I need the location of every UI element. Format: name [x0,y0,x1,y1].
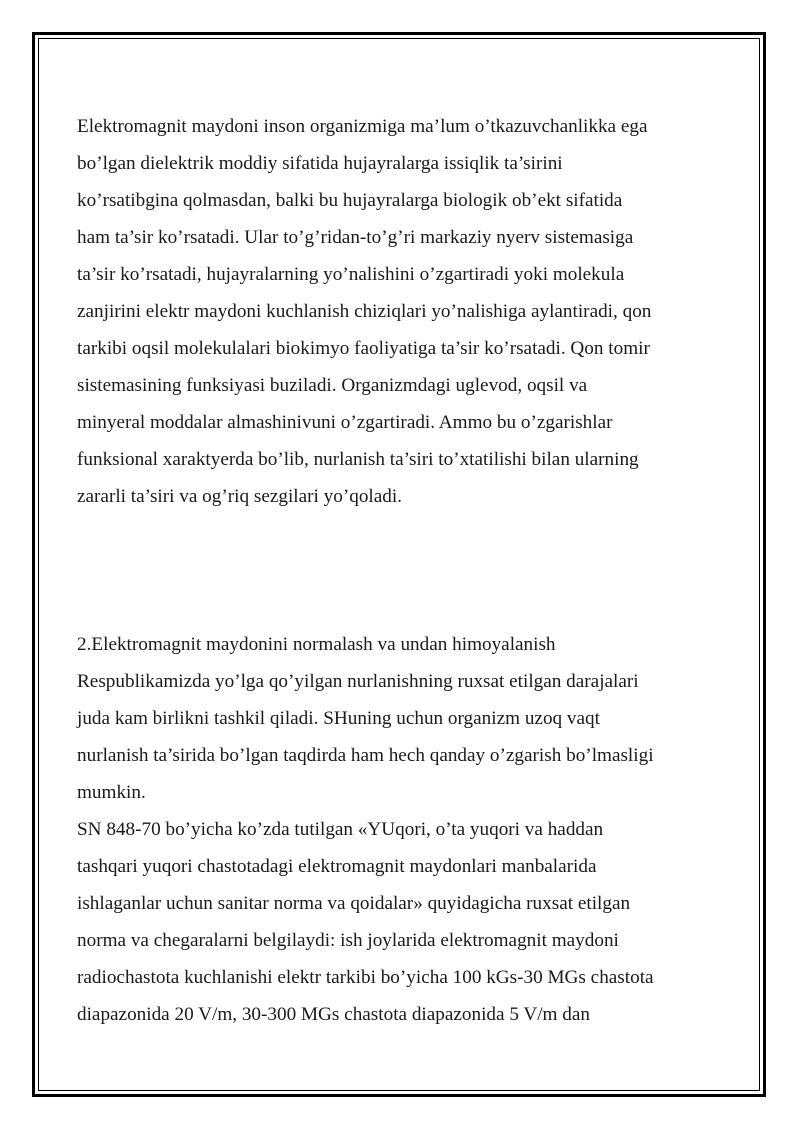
paragraph-3 [77,811,727,1033]
section-heading: 2.Elektromagnit maydonini normalash va undan himoyalanish [77,634,556,655]
text-line: mumkin. [77,782,146,803]
paragraph-2 [77,663,727,811]
text-line: nurlanish ta’sirida bo’lgan taqdirda ham hech qanday o’zgarish bo’lmasligi [77,745,654,766]
text-line: zanjirini elektr maydoni kuchlanish chiziqlari yo’nalishiga aylantiradi, qon [77,301,652,322]
text-line: minyeral moddalar almashinivuni o’zgartiradi. Ammo bu o’zgarishlar [77,412,613,433]
text-line: juda kam birlikni tashkil qiladi. SHuning uchun organizm uzoq vaqt [77,708,600,729]
page-content [77,108,727,1033]
text-line: ham ta’sir ko’rsatadi. Ular to’g’ridan-to’g’ri markaziy nyerv sistemasiga [77,227,634,248]
text-line: zararli ta’siri va og’riq sezgilari yo’qoladi. [77,486,402,507]
text-line: tashqari yuqori chastotadagi elektromagnit maydonlari manbalarida [77,856,597,877]
text-line: ko’rsatibgina qolmasdan, balki bu hujayralarga biologik ob’ekt sifatida [77,190,623,211]
text-line: ishlaganlar uchun sanitar norma va qoidalar» quyidagicha ruxsat etilgan [77,893,631,914]
text-line: Elektromagnit maydoni inson organizmiga ma’lum o’tkazuvchanlikka ega [77,116,648,137]
text-line: radiochastota kuchlanishi elektr tarkibi bo’yicha 100 kGs-30 MGs chastota [77,967,654,988]
text-line: bo’lgan dielektrik moddiy sifatida hujayralarga issiqlik ta’sirini [77,153,563,174]
text-line: Respublikamizda yo’lga qo’yilgan nurlanishning ruxsat etilgan darajalari [77,671,639,692]
text-line: tarkibi oqsil molekulalari biokimyo faoliyatiga ta’sir ko’rsatadi. Qon tomir [77,338,650,359]
text-line: diapazonida 20 V/m, 30-300 MGs chastota diapazonida 5 V/m dan [77,1004,590,1025]
text-line: SN 848-70 bo’yicha ko’zda tutilgan «YUqori, o’ta yuqori va haddan [77,819,604,840]
text-line: norma va chegaralarni belgilaydi: ish joylarida elektromagnit maydoni [77,930,619,951]
text-line: funksional xaraktyerda bo’lib, nurlanish ta’siri to’xtatilishi bilan ularning [77,449,639,470]
paragraph-1 [77,108,727,515]
text-line: ta’sir ko’rsatadi, hujayralarning yo’nalishini o’zgartiradi yoki molekula [77,264,625,285]
paragraph-spacer [77,515,727,626]
text-line: sistemasining funksiyasi buziladi. Organizmdagi uglevod, oqsil va [77,375,588,396]
